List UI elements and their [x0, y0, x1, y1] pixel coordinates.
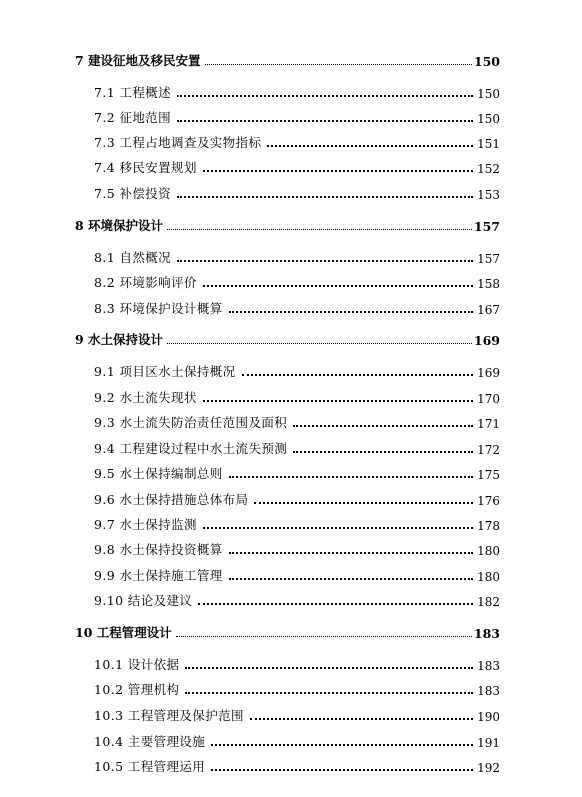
- dot-leader: [203, 397, 473, 402]
- toc-entry-title: 8.1 自然概况: [94, 250, 172, 265]
- toc-page-number: 151: [477, 137, 500, 151]
- toc-chapter-row[interactable]: [0, 51, 582, 69]
- toc-page-number: 192: [477, 761, 500, 775]
- toc-entry-title: 7.5 补偿投资: [94, 186, 172, 201]
- dot-leader: [229, 473, 473, 478]
- toc-page-number: 190: [477, 710, 500, 724]
- toc-page-number: 157: [477, 252, 500, 266]
- toc-section-row[interactable]: [0, 184, 582, 202]
- toc-entry-title: 10.4 主要管理设施: [94, 734, 206, 749]
- toc-section-row[interactable]: [0, 464, 582, 482]
- toc-page-number: 182: [477, 595, 500, 609]
- dot-leader: [229, 549, 473, 554]
- toc-page-number: 170: [477, 392, 500, 406]
- toc-page-number: 183: [477, 659, 500, 673]
- toc-entry-title: 10.2 管理机构: [94, 682, 180, 697]
- toc-section-row[interactable]: [0, 566, 582, 584]
- toc-entry-title: 9.2 水土流失现状: [94, 390, 197, 405]
- dot-leader: [203, 282, 473, 287]
- toc-section-row[interactable]: [0, 83, 582, 101]
- toc-entry-title: 10 工程管理设计: [75, 625, 172, 640]
- dot-leader: [167, 340, 472, 344]
- dot-leader: [293, 422, 473, 427]
- toc-section-row[interactable]: [0, 158, 582, 176]
- toc-section-row[interactable]: [0, 515, 582, 533]
- toc-entry-title: 7.3 工程占地调查及实物指标: [94, 135, 262, 150]
- toc-entry-title: 9.3 水土流失防治责任范围及面积: [94, 415, 288, 430]
- toc-section-row[interactable]: [0, 757, 582, 775]
- toc-section-row[interactable]: [0, 108, 582, 126]
- toc-entry-title: 9.7 水土保持监测: [94, 517, 197, 532]
- toc-section-row[interactable]: [0, 680, 582, 698]
- dot-leader: [293, 448, 473, 453]
- dot-leader: [205, 61, 472, 65]
- toc-page-number: 153: [477, 188, 500, 202]
- toc-entry-title: 8.2 环境影响评价: [94, 275, 197, 290]
- dot-leader: [229, 308, 473, 313]
- toc-page-number: 158: [477, 277, 500, 291]
- toc-section-row[interactable]: [0, 273, 582, 291]
- dot-leader: [211, 741, 473, 746]
- toc-page-number: 150: [477, 87, 500, 101]
- toc-section-row[interactable]: [0, 490, 582, 508]
- dot-leader: [177, 257, 473, 262]
- toc-section-row[interactable]: [0, 133, 582, 151]
- dot-leader: [254, 499, 473, 504]
- toc-section-row[interactable]: [0, 299, 582, 317]
- toc-entry-title: 9.1 项目区水土保持概况: [94, 364, 236, 379]
- toc-entry-title: 9 水土保持设计: [75, 332, 164, 347]
- toc-section-row[interactable]: [0, 413, 582, 431]
- toc-page-number: 150: [473, 54, 500, 69]
- toc-chapter-row[interactable]: [0, 216, 582, 234]
- toc-chapter-row[interactable]: [0, 330, 582, 348]
- toc-entry-title: 9.9 水土保持施工管理: [94, 568, 223, 583]
- toc-page-number: 157: [473, 219, 500, 234]
- dot-leader: [250, 715, 473, 720]
- toc-page-number: 176: [477, 494, 500, 508]
- dot-leader: [177, 92, 473, 97]
- toc-page-number: 169: [477, 366, 500, 380]
- toc-page-number: 175: [477, 468, 500, 482]
- dot-leader: [185, 689, 473, 694]
- dot-leader: [167, 226, 472, 230]
- toc-entry-title: 7 建设征地及移民安置: [75, 53, 201, 68]
- toc-entry-title: 7.2 征地范围: [94, 110, 172, 125]
- dot-leader: [229, 575, 473, 580]
- dot-leader: [198, 600, 473, 605]
- toc-section-row[interactable]: [0, 540, 582, 558]
- toc-entry-title: 9.8 水土保持投资概算: [94, 542, 223, 557]
- toc-page-number: 169: [473, 333, 500, 348]
- toc-entry-title: 8.3 环境保护设计概算: [94, 301, 223, 316]
- toc-section-row[interactable]: [0, 706, 582, 724]
- toc-page-number: 178: [477, 519, 500, 533]
- toc-section-row[interactable]: [0, 591, 582, 609]
- toc-entry-title: 9.4 工程建设过程中水土流失预测: [94, 441, 288, 456]
- toc-entry-title: 9.10 结论及建议: [94, 593, 193, 608]
- toc-section-row[interactable]: [0, 732, 582, 750]
- dot-leader: [177, 193, 473, 198]
- toc-page-number: 180: [477, 570, 500, 584]
- toc-page-number: 150: [477, 112, 500, 126]
- toc-section-row[interactable]: [0, 362, 582, 380]
- toc-chapter-row[interactable]: [0, 623, 582, 641]
- toc-page-number: 183: [477, 684, 500, 698]
- toc-page-number: 172: [477, 443, 500, 457]
- toc-section-row[interactable]: [0, 248, 582, 266]
- toc-page-number: 167: [477, 303, 500, 317]
- dot-leader: [211, 766, 473, 771]
- dot-leader: [242, 371, 474, 376]
- toc-page-number: 171: [477, 417, 500, 431]
- toc-entry-title: 9.6 水土保持措施总体布局: [94, 492, 249, 507]
- dot-leader: [176, 633, 472, 637]
- toc-entry-title: 9.5 水土保持编制总则: [94, 466, 223, 481]
- toc-entry-title: 10.5 工程管理运用: [94, 759, 206, 774]
- dot-leader: [203, 167, 473, 172]
- toc-section-row[interactable]: [0, 655, 582, 673]
- toc-page-number: 180: [477, 544, 500, 558]
- dot-leader: [203, 524, 473, 529]
- toc-page-number: 191: [477, 736, 500, 750]
- toc-page-number: 183: [473, 626, 500, 641]
- toc-entry-title: 8 环境保护设计: [75, 218, 164, 233]
- toc-entry-title: 7.1 工程概述: [94, 85, 172, 100]
- toc-entry-title: 10.3 工程管理及保护范围: [94, 708, 244, 723]
- dot-leader: [185, 664, 473, 669]
- toc-section-row[interactable]: [0, 439, 582, 457]
- toc-section-row[interactable]: [0, 388, 582, 406]
- toc-entry-title: 10.1 设计依据: [94, 657, 180, 672]
- dot-leader: [177, 117, 473, 122]
- toc-entry-title: 7.4 移民安置规划: [94, 160, 197, 175]
- toc-page-number: 152: [477, 162, 500, 176]
- dot-leader: [267, 142, 473, 147]
